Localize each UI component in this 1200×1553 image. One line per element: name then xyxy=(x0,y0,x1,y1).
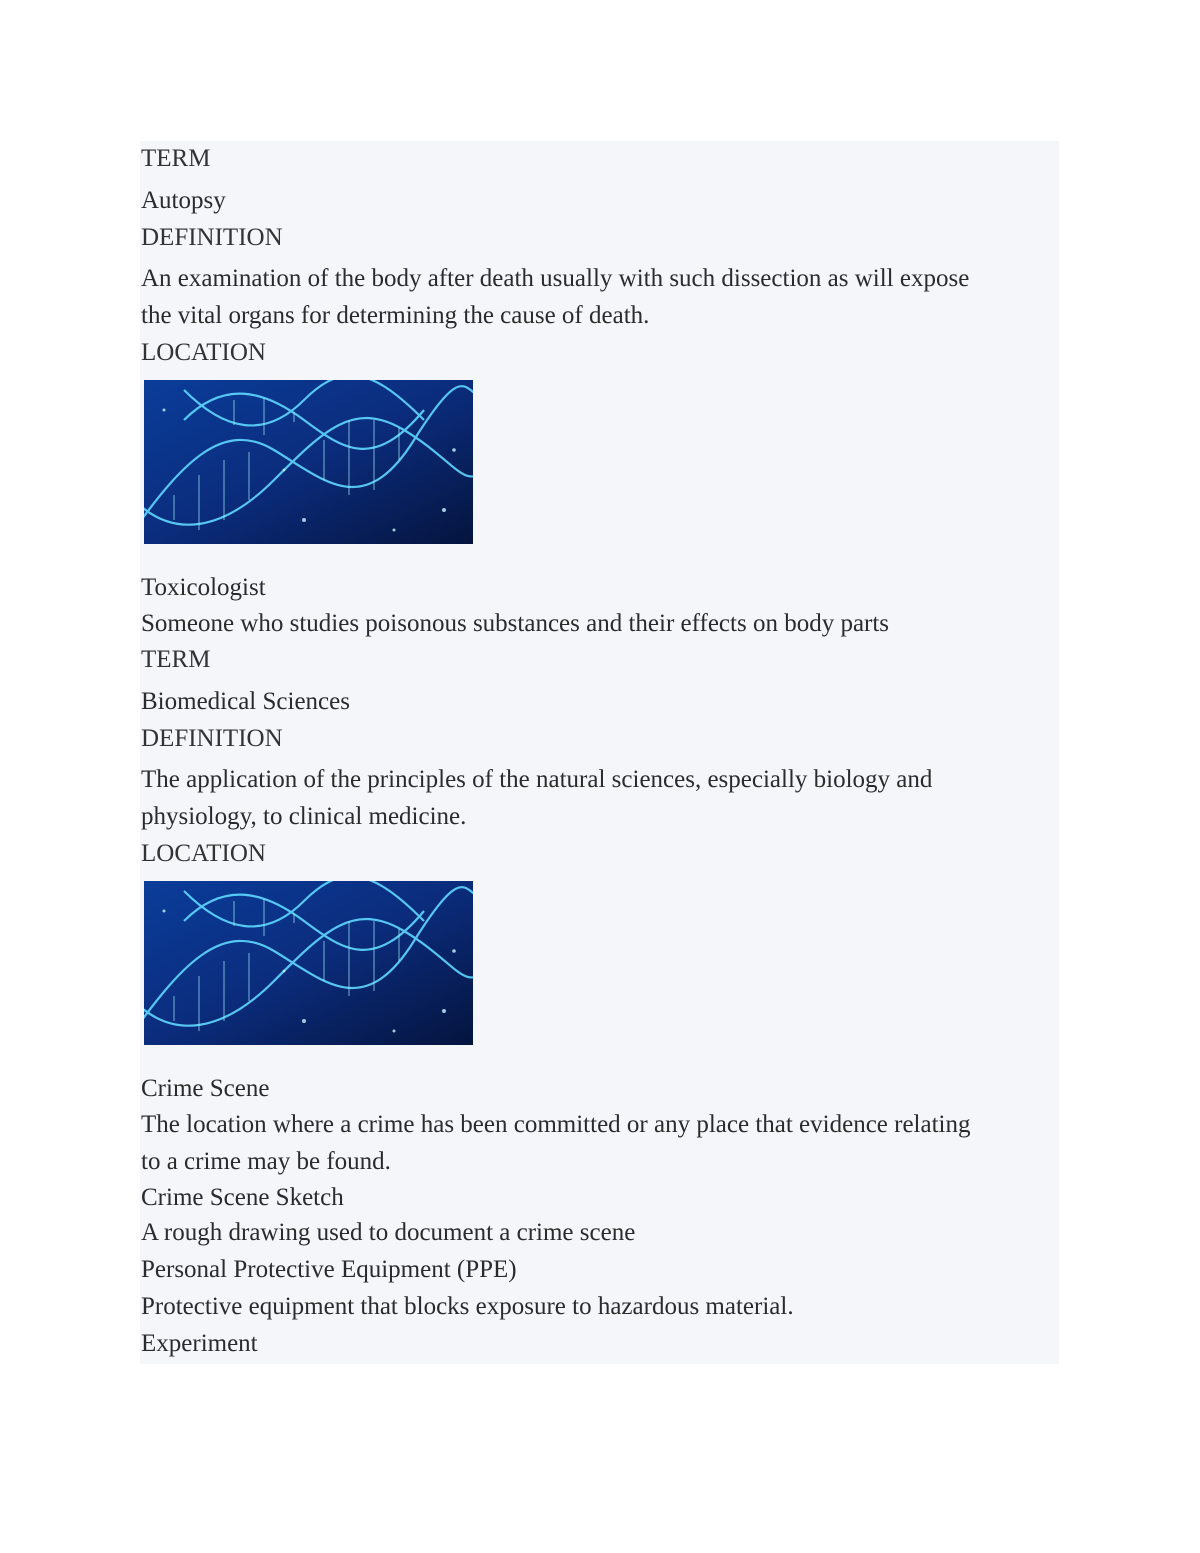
definition-crime-scene-line2: to a crime may be found. xyxy=(141,1148,391,1175)
definition-ppe: Protective equipment that blocks exposure to hazardous material. xyxy=(141,1293,794,1320)
term-crime-scene: Crime Scene xyxy=(141,1075,270,1102)
term-biomedical-sciences: Biomedical Sciences xyxy=(141,688,350,715)
definition-label: DEFINITION xyxy=(141,224,283,251)
definition-biomedical-line2: physiology, to clinical medicine. xyxy=(141,803,467,830)
term-label: TERM xyxy=(141,145,211,172)
dna-helix-image xyxy=(144,380,473,544)
definition-biomedical-line1: The application of the principles of the natural sciences, especially biology and xyxy=(141,766,933,793)
term-autopsy: Autopsy xyxy=(141,187,226,214)
definition-crime-scene-sketch: A rough drawing used to document a crime scene xyxy=(141,1219,636,1246)
definition-crime-scene-line1: The location where a crime has been committed or any place that evidence relating xyxy=(141,1111,971,1138)
term-ppe: Personal Protective Equipment (PPE) xyxy=(141,1256,517,1283)
definition-autopsy-line1: An examination of the body after death usually with such dissection as will expose xyxy=(141,265,970,292)
location-label: LOCATION xyxy=(141,339,266,366)
dna-helix-image-2 xyxy=(144,881,473,1045)
definition-autopsy-line2: the vital organs for determining the cause of death. xyxy=(141,302,650,329)
term-label-2: TERM xyxy=(141,646,211,673)
location-label-2: LOCATION xyxy=(141,840,266,867)
term-crime-scene-sketch: Crime Scene Sketch xyxy=(141,1184,344,1211)
term-toxicologist: Toxicologist xyxy=(141,574,266,601)
definition-toxicologist: Someone who studies poisonous substances and their effects on body parts xyxy=(141,610,890,637)
term-experiment: Experiment xyxy=(141,1330,258,1357)
definition-label-2: DEFINITION xyxy=(141,725,283,752)
